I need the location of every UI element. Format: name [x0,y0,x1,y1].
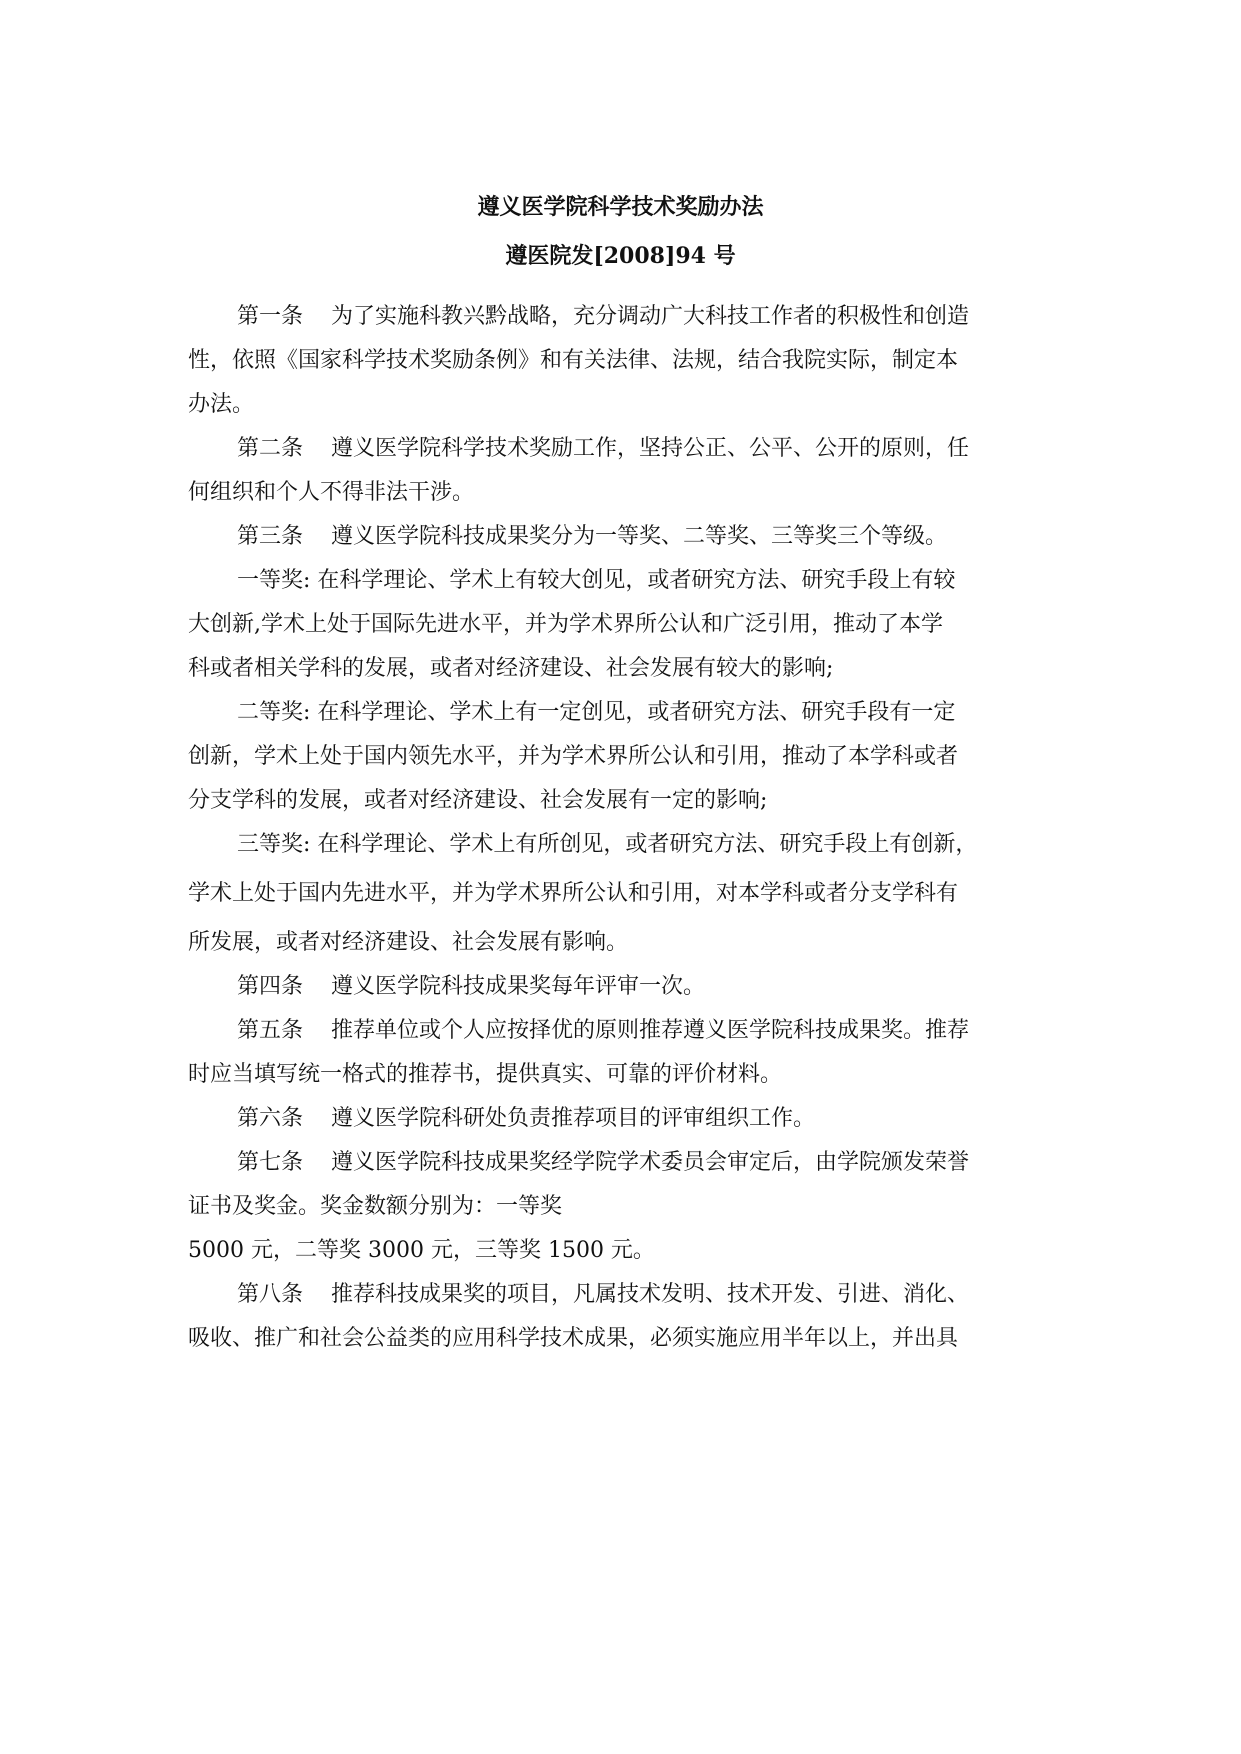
article-6-line-1 [237,1104,1058,1134]
article-2-line-2: 何组织和个人不得非法干涉。 [188,480,475,505]
first-prize-line-1: 一等奖: 在科学理论、学术上有较大创见，或者研究方法、研究手段上有较 [237,568,956,593]
second-prize-line-2: 创新，学术上处于国内领先水平，并为学术界所公认和引用，推动了本学科或者 [188,744,959,769]
first-prize-line-2: 大创新,学术上处于国际先进水平，并为学术界所公认和广泛引用，推动了本学 [188,612,943,637]
document-number: 遵医院发[2008]94 号 [505,243,736,269]
third-prize-line-1: 三等奖: 在科学理论、学术上有所创见，或者研究方法、研究手段上有创新， [237,832,978,857]
article-5-line-1 [237,1016,1058,1046]
line-text: 推荐科技成果奖的项目，凡属技术发明、技术开发、引进、消化、 [331,1282,970,1307]
article-3-line-1 [237,522,1058,552]
article-label: 第六条 [237,1106,304,1131]
second-prize-line-3: 分支学科的发展，或者对经济建设、社会发展有一定的影响; [188,788,768,813]
article-label: 第八条 [237,1282,304,1307]
article-1-line-1 [237,302,1058,332]
article-2-line-1 [237,434,1058,464]
line-text: 遵义医学院科技成果奖分为一等奖、二等奖、三等奖三个等级。 [331,524,948,549]
line-text: 为了实施科教兴黔战略，充分调动广大科技工作者的积极性和创造 [331,304,970,329]
first-prize-line-3: 科或者相关学科的发展，或者对经济建设、社会发展有较大的影响; [188,656,834,681]
article-1-line-2: 性，依照《国家科学技术奖励条例》和有关法律、法规，结合我院实际，制定本 [188,348,959,373]
line-text: 推荐单位或个人应按择优的原则推荐遵义医学院科技成果奖。推荐 [331,1018,970,1043]
article-8-line-1 [237,1280,1058,1310]
third-prize-line-3: 所发展，或者对经济建设、社会发展有影响。 [188,930,629,955]
line-text: 遵义医学院科学技术奖励工作，坚持公正、公平、公开的原则，任 [331,436,970,461]
article-5-line-2: 时应当填写统一格式的推荐书，提供真实、可靠的评价材料。 [188,1062,783,1087]
article-7-line-3: 5000 元，二等奖 3000 元，三等奖 1500 元。 [188,1238,655,1263]
article-label: 第三条 [237,524,304,549]
article-label: 第四条 [237,974,304,999]
article-label: 第二条 [237,436,304,461]
article-label: 第五条 [237,1018,304,1043]
article-7-line-1 [237,1148,1058,1178]
article-4-line-1 [237,972,1058,1002]
line-text: 遵义医学院科技成果奖经学院学术委员会审定后，由学院颁发荣誉 [331,1150,970,1175]
article-7-line-2: 证书及奖金。奖金数额分别为：一等奖 [188,1194,563,1219]
second-prize-line-1: 二等奖: 在科学理论、学术上有一定创见，或者研究方法、研究手段有一定 [237,700,956,725]
third-prize-line-2: 学术上处于国内先进水平，并为学术界所公认和引用，对本学科或者分支学科有 [188,881,959,906]
article-8-line-2: 吸收、推广和社会公益类的应用科学技术成果，必须实施应用半年以上，并出具 [188,1326,959,1351]
document-title: 遵义医学院科学技术奖励办法 [477,194,764,220]
line-text: 遵义医学院科研处负责推荐项目的评审组织工作。 [331,1106,816,1131]
line-text: 遵义医学院科技成果奖每年评审一次。 [331,974,706,999]
article-label: 第一条 [237,304,304,329]
article-1-line-3: 办法。 [188,392,255,417]
article-label: 第七条 [237,1150,304,1175]
